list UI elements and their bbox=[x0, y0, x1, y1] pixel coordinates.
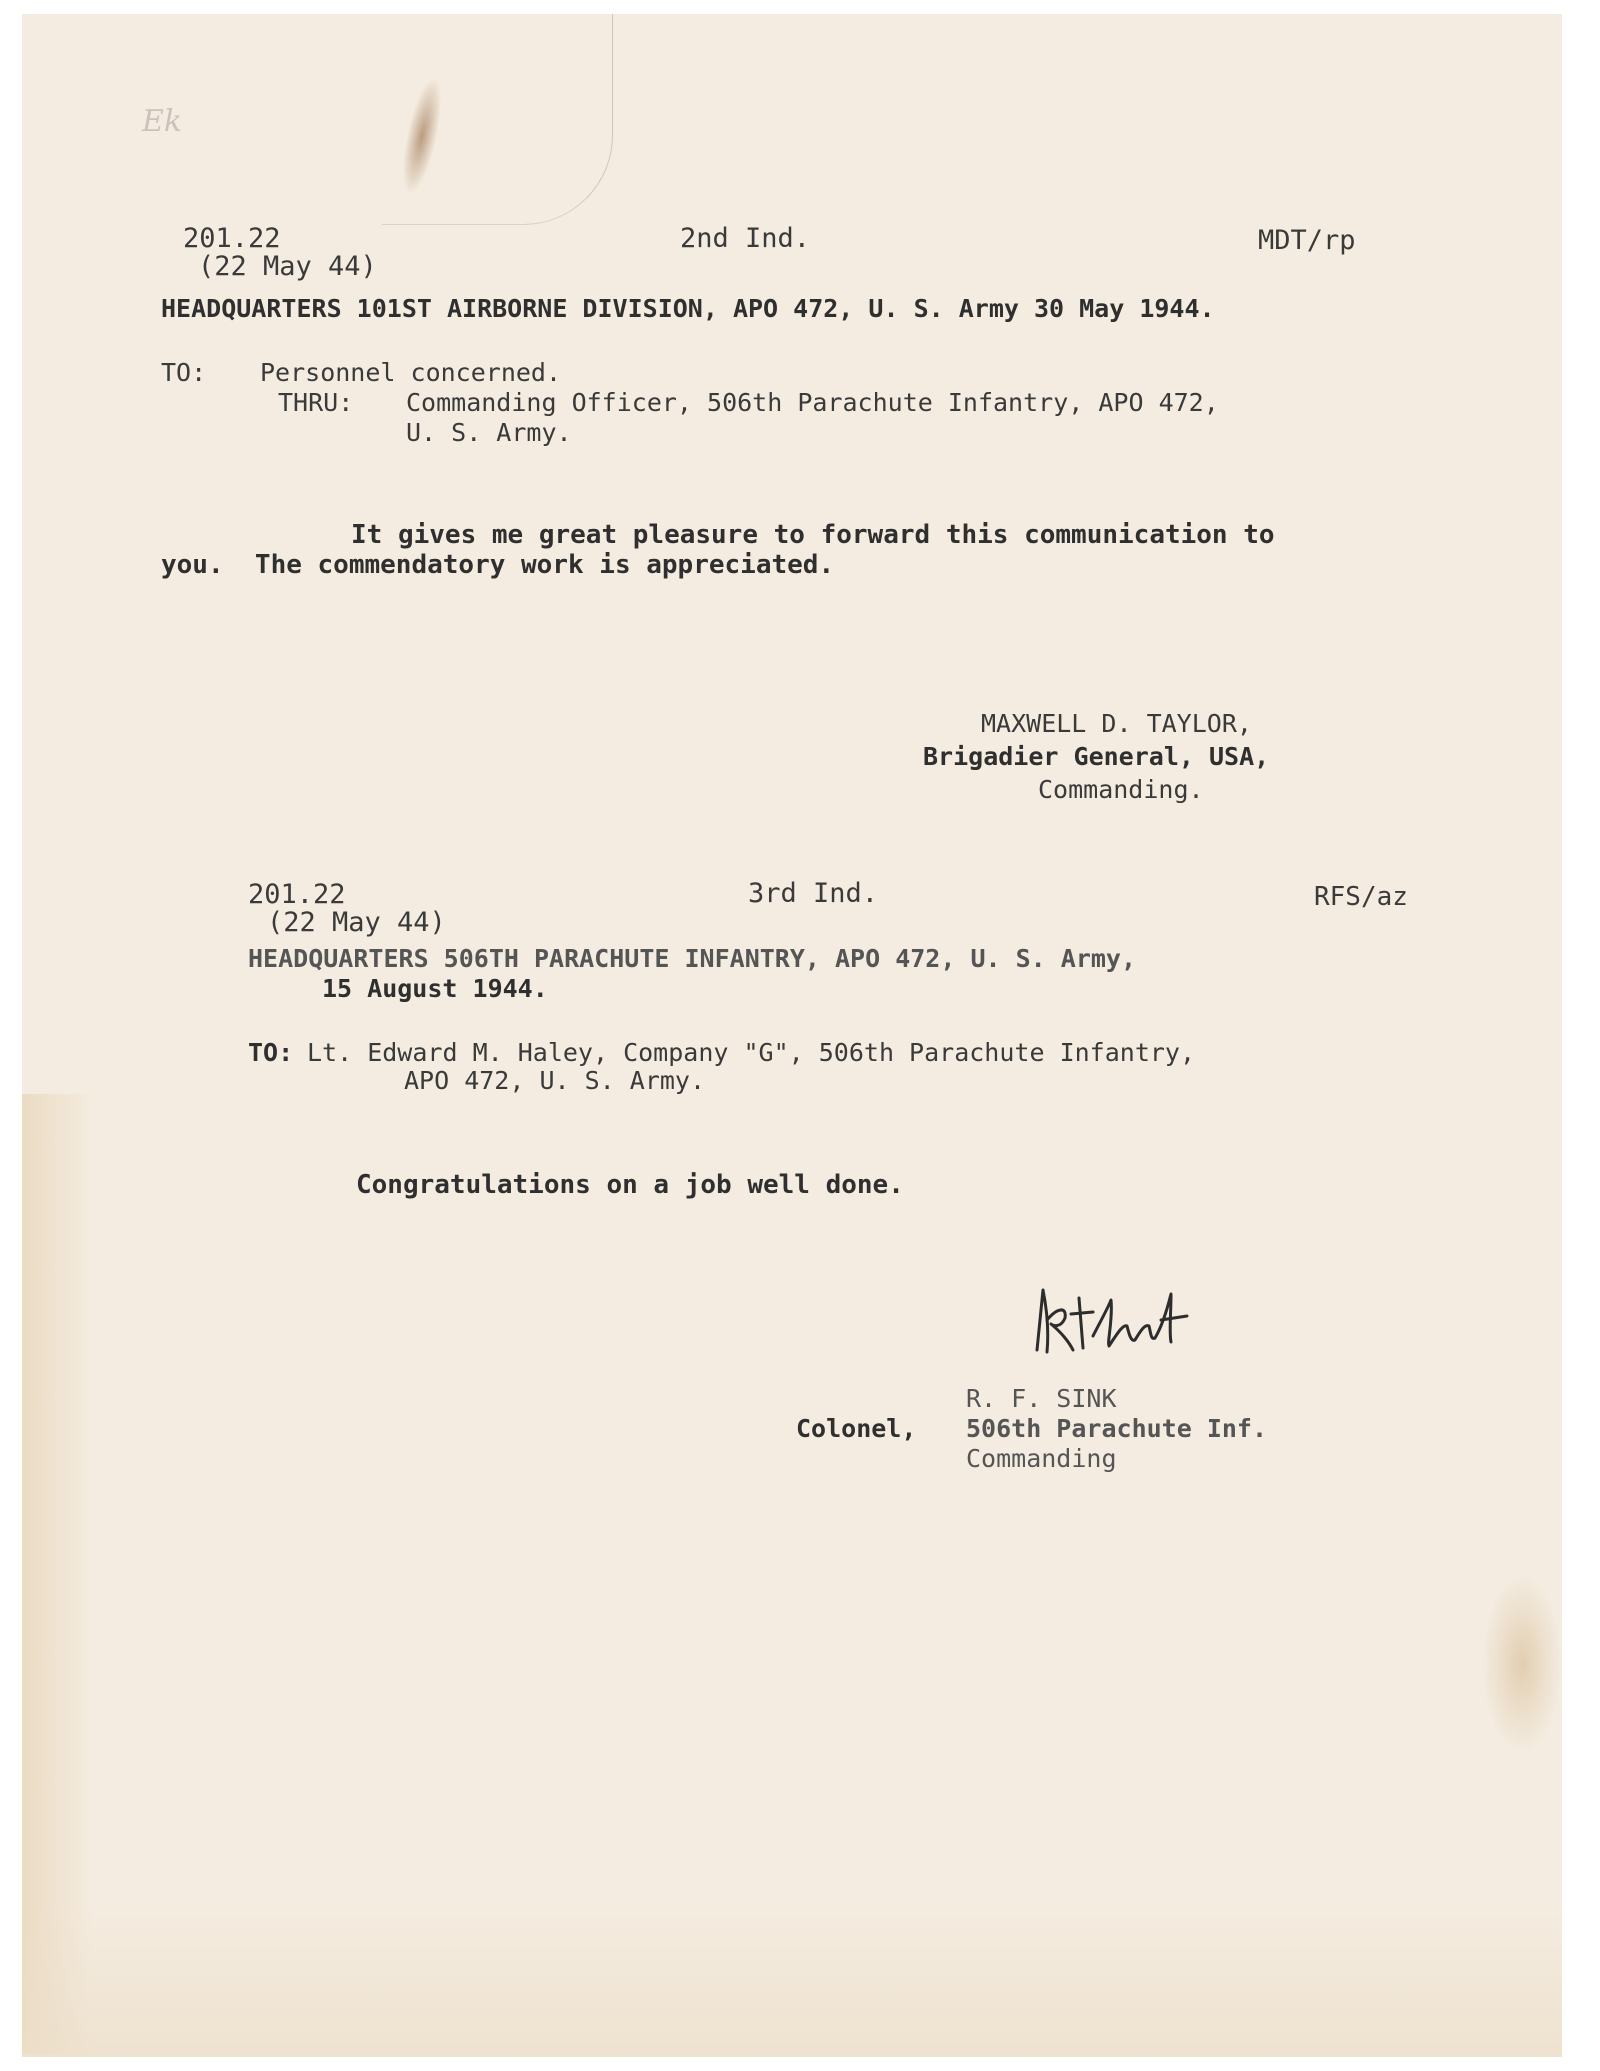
ind3-body: Congratulations on a job well done. bbox=[356, 1170, 904, 1200]
ind2-thru-label: THRU: bbox=[278, 388, 354, 417]
ind2-ref-date: (22 May 44) bbox=[198, 251, 377, 282]
ind2-thru-line2: U. S. Army. bbox=[406, 418, 572, 447]
ind2-signature-name: MAXWELL D. TAYLOR, bbox=[981, 709, 1252, 738]
ind2-signature-rank: Brigadier General, USA, bbox=[923, 742, 1270, 771]
ind3-initials: RFS/az bbox=[1314, 882, 1408, 912]
ind2-thru-line1: Commanding Officer, 506th Parachute Infantry, APO 472, bbox=[406, 388, 1219, 417]
ind2-signature-role: Commanding. bbox=[1038, 775, 1204, 804]
ind3-signature-unit: 506th Parachute Inf. bbox=[966, 1414, 1268, 1443]
ind2-to: Personnel concerned. bbox=[260, 358, 562, 387]
ind2-headquarters: HEADQUARTERS 101ST AIRBORNE DIVISION, APO 472, U. S. Army 30 May 1944. bbox=[161, 294, 1215, 323]
ind3-signature-name: R. F. SINK bbox=[966, 1384, 1117, 1413]
ind3-headquarters-line2: 15 August 1944. bbox=[322, 974, 548, 1003]
ind3-file-number: 201.22 bbox=[248, 879, 346, 910]
ind2-to-label: TO: bbox=[161, 358, 207, 387]
ind2-body-line2: you. The commendatory work is appreciated. bbox=[161, 550, 835, 580]
ind2-file-number: 201.22 bbox=[183, 223, 281, 254]
ind2-initials: MDT/rp bbox=[1258, 225, 1356, 256]
ind3-to-line1: Lt. Edward M. Haley, Company "G", 506th Parachute Infantry, bbox=[307, 1038, 1196, 1067]
ind3-to-line2: APO 472, U. S. Army. bbox=[404, 1066, 706, 1095]
ind2-title: 2nd Ind. bbox=[680, 223, 811, 254]
ind2-body-line1: It gives me great pleasure to forward this communication to bbox=[351, 520, 1275, 550]
ind3-ref-date: (22 May 44) bbox=[267, 907, 446, 938]
document-page bbox=[22, 14, 1562, 2057]
ind3-title: 3rd Ind. bbox=[748, 878, 879, 909]
age-stain bbox=[1482, 1574, 1562, 1754]
ind3-to-label: TO: bbox=[248, 1038, 294, 1067]
handwritten-signature bbox=[1027, 1280, 1237, 1360]
ind3-headquarters-line1: HEADQUARTERS 506TH PARACHUTE INFANTRY, APO 472, U. S. Army, bbox=[248, 944, 1137, 973]
ind3-signature-role: Commanding bbox=[966, 1444, 1117, 1473]
ind3-signature-rank: Colonel, bbox=[796, 1414, 917, 1443]
pencil-note: Ek bbox=[142, 104, 183, 139]
